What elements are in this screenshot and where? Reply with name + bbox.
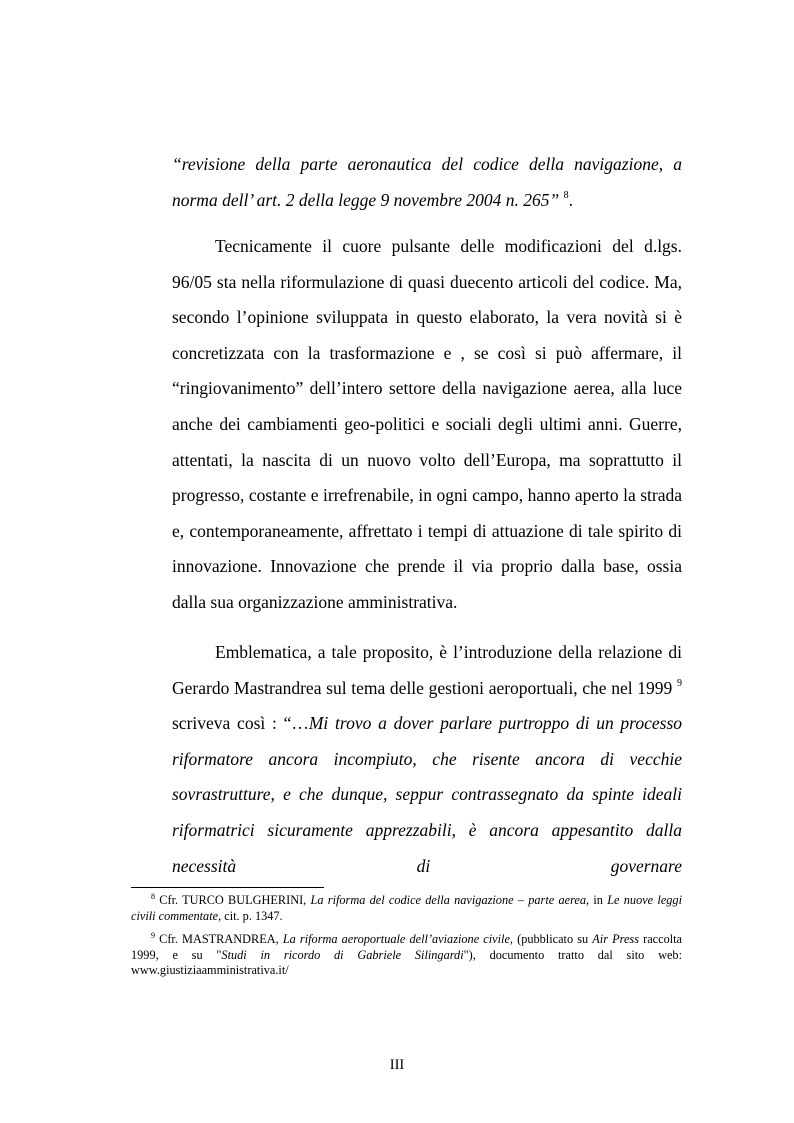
quoted-title: “revisione della parte aeronautica del codice della navigazione, a norma dell’ art. 2 della legge 9 novembre 2004 n. 265” bbox=[172, 154, 682, 210]
footnote-title: La riforma aeroportuale dell’aviazione civile bbox=[282, 932, 510, 946]
paragraph-quote-title bbox=[172, 147, 682, 218]
paragraph-lead: Emblematica, a tale proposito, è l’introduzione della relazione di Gerardo Mastrandrea sul tema delle gestioni aeroportuali, che nel 1999 bbox=[172, 642, 682, 698]
footnote-text: , (pubblicato su bbox=[509, 932, 593, 946]
paragraph-emblematica bbox=[172, 635, 682, 884]
footnote-source: Studi in ricordo di Gabriele Silingardi bbox=[221, 947, 464, 962]
footnote-source: Le nuove leggi civili commentate, bbox=[131, 893, 682, 923]
footnote-author: Cfr. TURCO BULGHERINI, bbox=[155, 893, 311, 907]
footnote-number: 8 bbox=[151, 891, 155, 901]
footnote-text: in bbox=[589, 893, 608, 907]
footnotes bbox=[131, 893, 682, 987]
footnote-ref-9[interactable]: 9 bbox=[677, 677, 682, 689]
footnote-source: Air Press bbox=[592, 932, 639, 946]
paragraph-mid: scriveva così : “… bbox=[172, 713, 309, 734]
footnote-divider bbox=[131, 887, 324, 888]
page-number: III bbox=[389, 1057, 405, 1073]
footnote-9 bbox=[131, 932, 682, 979]
footnote-text: "), documento tratto dal sito web: www.giustiziaamministrativa.it/ bbox=[131, 947, 682, 977]
paragraph-end: . bbox=[568, 189, 573, 210]
footnote-8 bbox=[131, 893, 682, 924]
footnote-number: 9 bbox=[151, 930, 155, 940]
paragraph-text: Tecnicamente il cuore pulsante delle modificazioni del d.lgs. 96/05 sta nella riformulazione di quasi duecento articoli del codice. Ma, secondo l’opinione sviluppata in questo elaborato, la vera novità si è concretizzata con la trasformazione e , se così si può affermare, il “ringiovanimento” dell’intero settore della navigazione aerea, alla luce anche dei cambiamenti geo-politici e sociali degli ultimi anni. Guerre, attentati, la nascita di un nuovo volto dell’Europa, ma soprattutto il progresso, costante e irrefrenabile, in ogni campo, hanno aperto la strada e, contemporaneamente, affrettato i tempi di attuazione di tale spirito di innovazione. Innovazione che prende il via proprio dalla base, ossia dalla sua organizzazione amministrativa. bbox=[172, 236, 682, 612]
footnote-title: La riforma del codice della navigazione – parte aerea, bbox=[310, 893, 590, 907]
footnote-text: cit. p. 1347. bbox=[221, 908, 283, 923]
footnote-author: Cfr. MASTRANDREA, bbox=[155, 932, 283, 946]
footnote-text: raccolta 1999, e su " bbox=[131, 932, 683, 962]
footnote-ref-8[interactable]: 8 bbox=[563, 189, 569, 201]
paragraph-tecnicamente bbox=[172, 229, 682, 621]
paragraph-quote: Mi trovo a dover parlare purtroppo di un processo riformatore ancora incompiuto, che risente ancora di vecchie sovrastrutture, e che dunque, seppur contrassegnato da spinte ideali riformatrici sicuramente apprezzabili, è ancora appesantito dalla necessità di governare bbox=[172, 713, 683, 876]
